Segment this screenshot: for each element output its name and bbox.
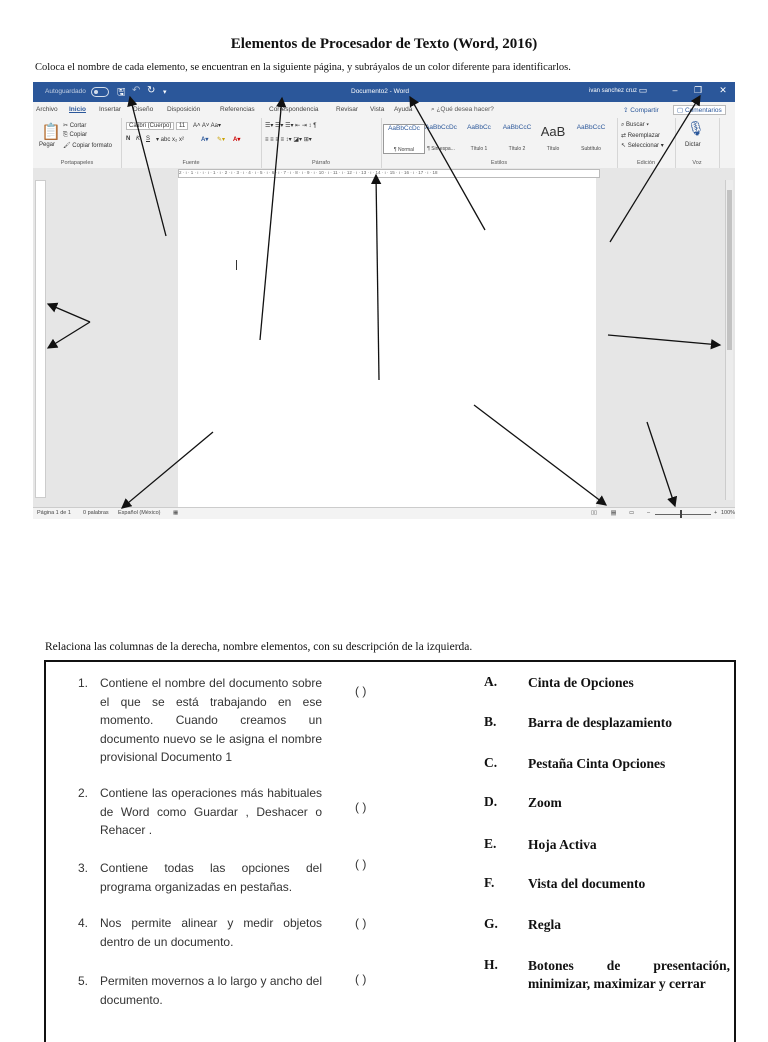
horizontal-ruler[interactable] [33, 168, 735, 178]
format-painter-button[interactable]: 🖌 Copiar formato [63, 143, 112, 149]
clipboard-label: Portapapeles [60, 160, 94, 166]
bottom-instruction: Relaciona las columnas de la derecha, nombre elementos, con su descripción de la izquierda. [45, 641, 473, 653]
replace-button[interactable]: ⇄ Reemplazar [621, 133, 661, 139]
user-name[interactable]: ivan sanchez cruz [589, 88, 638, 94]
font-label: Fuente [182, 160, 200, 166]
undo-icon[interactable]: ↶ [132, 85, 141, 96]
paragraph-group [261, 118, 382, 168]
word-count[interactable]: 0 palabras [83, 510, 109, 516]
italic-icon[interactable]: K [136, 136, 141, 142]
document-page[interactable] [178, 178, 596, 508]
minimize-icon[interactable]: – [672, 85, 678, 95]
underline-icon[interactable]: S [146, 136, 151, 142]
align-icons[interactable]: ≡ ≡ ≡ ≡ ↕▾ ◪▾ ⊞▾ [265, 137, 312, 143]
word-screenshot [33, 82, 735, 519]
ribbon-display-options-icon[interactable]: ▭ [638, 85, 648, 95]
title-bar [33, 82, 735, 102]
paste-icon[interactable]: 📋 [41, 124, 61, 141]
autosave-label: Autoguardado [45, 88, 86, 95]
answer-blank-3[interactable]: ( ) [355, 857, 367, 871]
status-bar [33, 507, 735, 519]
vertical-scrollbar[interactable] [725, 180, 733, 500]
tab-insertar[interactable]: Insertar [99, 106, 122, 113]
style-title[interactable]: AaB Título [540, 124, 566, 152]
editing-group [617, 118, 676, 168]
cut-button[interactable]: ✂ Cortar [63, 123, 87, 129]
autosave-toggle[interactable] [91, 87, 109, 97]
redo-icon[interactable]: ↻ [147, 85, 156, 96]
microphone-icon[interactable]: 🎙 [687, 120, 705, 136]
language[interactable]: Español (México) [118, 510, 161, 516]
answer-blank-1[interactable]: ( ) [355, 684, 367, 698]
style-heading-2[interactable]: AaBbCcC Título 2 [502, 124, 532, 152]
scroll-thumb[interactable] [727, 190, 732, 350]
search-icon: ⌕ [621, 122, 627, 128]
search-icon: ⌕ [431, 106, 437, 113]
zoom-out-icon[interactable]: – [647, 510, 651, 516]
editing-label: Edición [636, 160, 656, 166]
copy-button[interactable]: ⎘ Copiar [63, 132, 88, 138]
tab-inicio[interactable]: Inicio [69, 106, 86, 113]
style-subtitle[interactable]: AaBbCcC Subtítulo [576, 124, 606, 152]
answer-blank-5[interactable]: ( ) [355, 972, 367, 986]
bullets-icon[interactable]: ☰▾ ☰▾ ☰▾ ⇤ ⇥ ↕ ¶ [265, 123, 317, 129]
styles-group [381, 118, 618, 168]
paragraph-label: Párrafo [311, 160, 331, 166]
style-heading-1[interactable]: AaBbCc Título 1 [467, 124, 491, 152]
font-name-select[interactable]: Calibri (Cuerpo) [126, 122, 174, 130]
answer-blank-4[interactable]: ( ) [355, 916, 367, 930]
page-count[interactable]: Página 1 de 1 [37, 510, 71, 516]
tab-archivo[interactable]: Archivo [36, 106, 58, 113]
zoom-slider-thumb[interactable] [680, 510, 682, 518]
find-button[interactable]: ⌕ Buscar ▾ [621, 122, 649, 128]
tab-ayuda[interactable]: Ayuda [394, 106, 413, 113]
web-layout-icon[interactable]: ▭ [629, 510, 635, 516]
select-button[interactable]: ↖ Seleccionar ▾ [621, 143, 664, 149]
top-instruction: Coloca el nombre de cada elemento, se encuentran en la siguiente página, y subráyalos de un color diferente para identificarlos. [35, 62, 571, 73]
font-group [121, 118, 262, 168]
answer-blank-2[interactable]: ( ) [355, 800, 367, 814]
tab-disposicion[interactable]: Disposición [167, 106, 201, 113]
font-color-icon[interactable]: A▾ [233, 137, 241, 143]
read-mode-icon[interactable]: ▯▯ [591, 510, 598, 516]
customize-quick-access-icon[interactable]: ▾ [163, 89, 167, 96]
vertical-ruler[interactable] [35, 180, 46, 498]
tab-revisar[interactable]: Revisar [336, 106, 359, 113]
share-button[interactable]: ⇪ Compartir [623, 107, 659, 114]
ribbon-tabs [33, 102, 735, 118]
voice-group [675, 118, 720, 168]
font-size-select[interactable]: 11 [176, 122, 188, 130]
zoom-slider[interactable] [655, 514, 711, 515]
maximize-icon[interactable]: ❐ [693, 85, 703, 95]
styles-label: Estilos [490, 160, 508, 166]
style-no-spacing[interactable]: AaBbCcDc ¶ Sin espa... [425, 124, 457, 152]
ribbon [33, 118, 735, 169]
zoom-level[interactable]: 100% [721, 510, 735, 516]
print-layout-icon[interactable]: ▤ [611, 510, 617, 516]
document-title: Documento2 - Word [351, 88, 410, 95]
dictate-button[interactable]: Dictar [685, 142, 701, 148]
tab-diseno[interactable]: Diseño [133, 106, 154, 113]
bold-icon[interactable]: N [126, 136, 131, 142]
comments-button[interactable]: ▢ Comentarios [673, 105, 726, 115]
layout-icon[interactable]: ▦ [173, 510, 179, 516]
tab-correspondencia[interactable]: Correspondencia [269, 106, 319, 113]
tab-referencias[interactable]: Referencias [220, 106, 255, 113]
close-icon[interactable]: ✕ [719, 85, 727, 95]
share-icon: ⇪ [623, 107, 631, 114]
clipboard-group [33, 118, 122, 168]
highlight-icon[interactable]: ✎▾ [217, 137, 226, 143]
save-icon[interactable]: 🖫 [117, 87, 126, 98]
paste-button[interactable]: Pegar [39, 142, 56, 148]
text-cursor [236, 260, 237, 270]
comment-icon: ▢ [677, 107, 685, 114]
style-normal[interactable]: AaBbCcDc ¶ Normal [383, 124, 425, 154]
strikethrough-icon[interactable]: ▾ abc x₂ x² [156, 137, 185, 143]
zoom-in-icon[interactable]: + [714, 510, 718, 516]
tab-vista[interactable]: Vista [370, 106, 385, 113]
voice-label: Voz [692, 160, 702, 166]
matching-table: 1. Contiene el nombre del documento sobre el que se está trabajando en ese momento. Cuando creamos un documento nuevo se le asigna el nombre provisional Documento 1 ( ) 2. Contiene las operaciones más habituales de Word como Guardar , Deshacer o Rehacer . ( ) 3. Contiene todas las opciones del programa organizadas en pestañas. ( ) 4. Nos permite alinear y medir objetos dentro de un documento. ( ) 5. Permiten movernos a lo largo y ancho del documento. ( ) A. Cinta de Opciones B. Barra de desplazamiento C. Pestaña Cinta Opciones D. Zoom E. Hoja Activa F. Vista del documento G. Regla H. Botones de presentación, minimizar, maximizar y cerrar [44, 660, 736, 1042]
worksheet-title: Elementos de Procesador de Texto (Word, 2016) [230, 36, 538, 52]
text-effects-icon[interactable]: A▾ [201, 137, 209, 143]
grow-font-icon[interactable]: A˄ A˅ Aa▾ [193, 123, 222, 129]
ruler-scale: 2 · ı · 1 · ı · ı · ı · 1 · ı · 2 · ı · 3 · ı · 4 · ı · 5 · ı · 6 · ı · 7 · ı · 8 · ı · 9 · ı · 10 · ı · 11 · ı · 12 · ı · 13 · ı · 14 · ı · 15 · ı · 16 · ı · 17 · ı · 18 [178, 169, 600, 178]
tell-me-search[interactable]: ⌕ ¿Qué desea hacer? [431, 106, 494, 113]
